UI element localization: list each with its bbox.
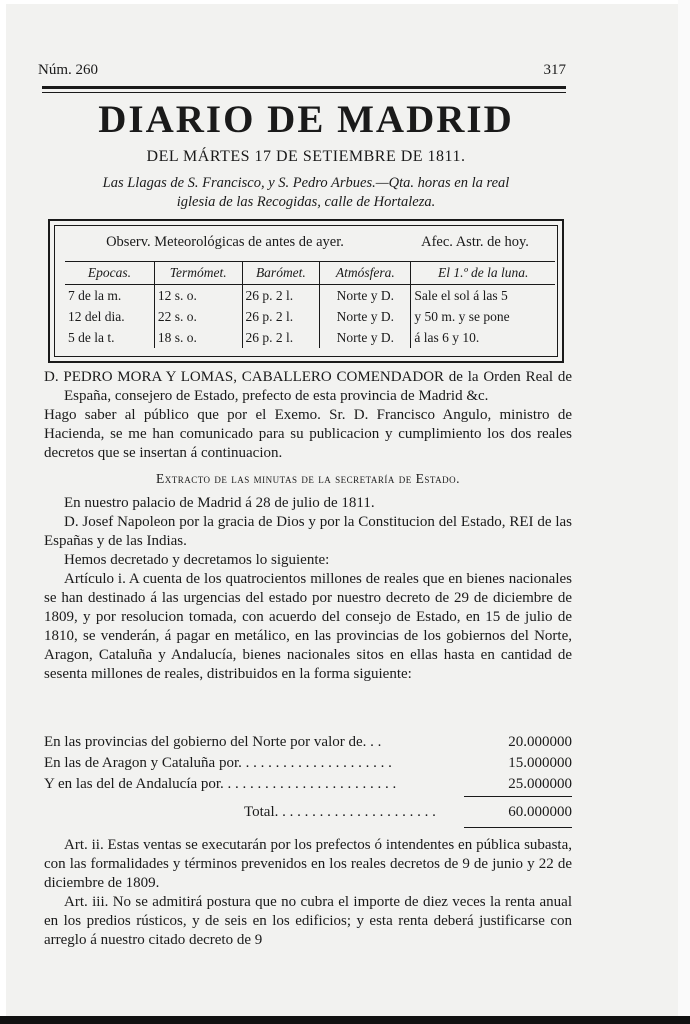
weather-heading-right: Afec. Astr. de hoy. (421, 234, 529, 250)
page-header-line (38, 62, 566, 79)
king-line: D. Josef Napoleon por la gracia de Dios y por la Constitucion del Estado, REI de las Españas y de las Indias. (44, 514, 572, 549)
col-epochs: Epocas. (65, 262, 154, 285)
cell-astro: á las 6 y 10. (411, 327, 555, 348)
table-row (65, 306, 555, 327)
cell-temp: 12 s. o. (154, 285, 242, 307)
total-rule-bottom (464, 827, 572, 828)
article-3: Art. iii. No se admitirá postura que no cubra el importe de diez veces la renta anual en los predios rústicos, y de seis en los edificios; y esta renta deberá justificarse con arreglo á nuestro citado decreto de 9 (44, 894, 572, 948)
table-row (65, 285, 555, 307)
cell-epoch: 5 de la t. (68, 330, 115, 345)
saints-line-1: Las Llagas de S. Francisco, y S. Pedro Arbues.—Qta. horas en la real (102, 175, 510, 191)
list-item (44, 774, 572, 795)
col-barometer: Barómet. (242, 262, 320, 285)
announcement: Hago saber al público que por el Exemo. Sr. D. Francisco Angulo, ministro de Hacienda, se me han comunicado para su publicacion y cumplimiento los dos reales decretos que se insertan á continuacion. (44, 407, 572, 461)
weather-observation-inner (54, 225, 558, 357)
cell-baro: 26 p. 2 l. (242, 327, 320, 348)
cell-temp: 22 s. o. (154, 306, 242, 327)
col-atmosphere: Atmósfera. (320, 262, 411, 285)
cell-temp: 18 s. o. (154, 327, 242, 348)
palace-line: En nuestro palacio de Madrid á 28 de julio de 1811. (64, 495, 375, 511)
distribution-label: En las de Aragon y Cataluña por. . . . . . . . . . . . . . . . . . . . . (44, 755, 392, 771)
cell-baro: 26 p. 2 l. (242, 306, 320, 327)
newspaper-title: DIARIO DE MADRID (98, 98, 514, 141)
col-astro: El 1.º de la luna. (411, 262, 555, 285)
decree-intro: D. PEDRO MORA Y LOMAS, CABALLERO COMENDADOR de la Orden Real de España, consejero de Estado, prefecto de esta provincia de Madrid &c. (44, 369, 572, 404)
saints-line-2: iglesia de las Recogidas, calle de Hortaleza. (176, 194, 436, 210)
col-thermometer: Termómet. (154, 262, 242, 285)
decree-body (44, 368, 572, 684)
cell-astro: y 50 m. y se pone (411, 306, 555, 327)
scan-margin-right (678, 0, 690, 1024)
decreed-line: Hemos decretado y decretamos lo siguiente: (64, 552, 330, 568)
distribution-amount: 25.000000 (508, 776, 572, 792)
list-item (44, 753, 572, 774)
newspaper-page (6, 4, 681, 1016)
article-1: Artículo i. A cuenta de los quatrocientos millones de reales que en bienes nacionales se han destinado á las urgencias del estado por nuestro decreto de 29 de diciembre de 1809, y por resolucion tomada, con acuerdo del consejo de Estado, en 15 de julio de 1810, se venderán, á pagar en metálico, en las provincias de los gobiernos del Norte, Aragon, Cataluña y Andalucía, bienes nacionales sitos en ellas hasta en cantidad de sesenta millones de reales, distribuidos en la forma siguiente: (44, 571, 572, 682)
distribution-list (44, 732, 572, 795)
distribution-amount: 20.000000 (508, 734, 572, 750)
issue-number: Núm. 260 (38, 62, 98, 78)
extract-heading: Extracto de las minutas de la secretaría de Estado. (155, 471, 461, 486)
distribution-label: Y en las del de Andalucía por. . . . . . . . . . . . . . . . . . . . . . . . (44, 776, 397, 792)
cell-epoch: 7 de la m. (68, 288, 122, 303)
weather-table-header (65, 262, 555, 285)
articles-continued (44, 836, 572, 950)
distribution-label: En las provincias del gobierno del Norte por valor de. . . (44, 734, 382, 750)
header-rule-thin (42, 92, 566, 93)
weather-heading-left: Observ. Meteorológicas de antes de ayer. (106, 234, 344, 250)
cell-atmos: Norte y D. (320, 327, 411, 348)
cell-baro: 26 p. 2 l. (242, 285, 320, 307)
weather-table (65, 261, 555, 348)
weather-observation-box (48, 219, 564, 363)
total-row (44, 802, 572, 823)
scan-margin-bottom (0, 1016, 690, 1024)
total-rule-top (464, 796, 572, 797)
cell-atmos: Norte y D. (320, 285, 411, 307)
table-row (65, 327, 555, 348)
distribution-amount: 15.000000 (508, 755, 572, 771)
weather-heading (55, 234, 557, 251)
page-number: 317 (543, 62, 566, 78)
header-rule-thick (42, 86, 566, 89)
cell-atmos: Norte y D. (320, 306, 411, 327)
date-line: DEL MÁRTES 17 DE SETIEMBRE DE 1811. (146, 148, 466, 165)
total-label: Total. . . . . . . . . . . . . . . . . . . . . . (244, 804, 436, 820)
cell-astro: Sale el sol á las 5 (411, 285, 555, 307)
article-2: Art. ii. Estas ventas se executarán por los prefectos ó intendentes en pública subasta, con las formalidades y términos prevenidos en los reales decretos de 9 de junio y 22 de diciembre de 1809. (44, 837, 572, 891)
list-item (44, 732, 572, 753)
total-amount: 60.000000 (508, 804, 572, 820)
cell-epoch: 12 del dia. (68, 309, 125, 324)
total-line (44, 802, 572, 823)
saints-note (42, 174, 570, 212)
